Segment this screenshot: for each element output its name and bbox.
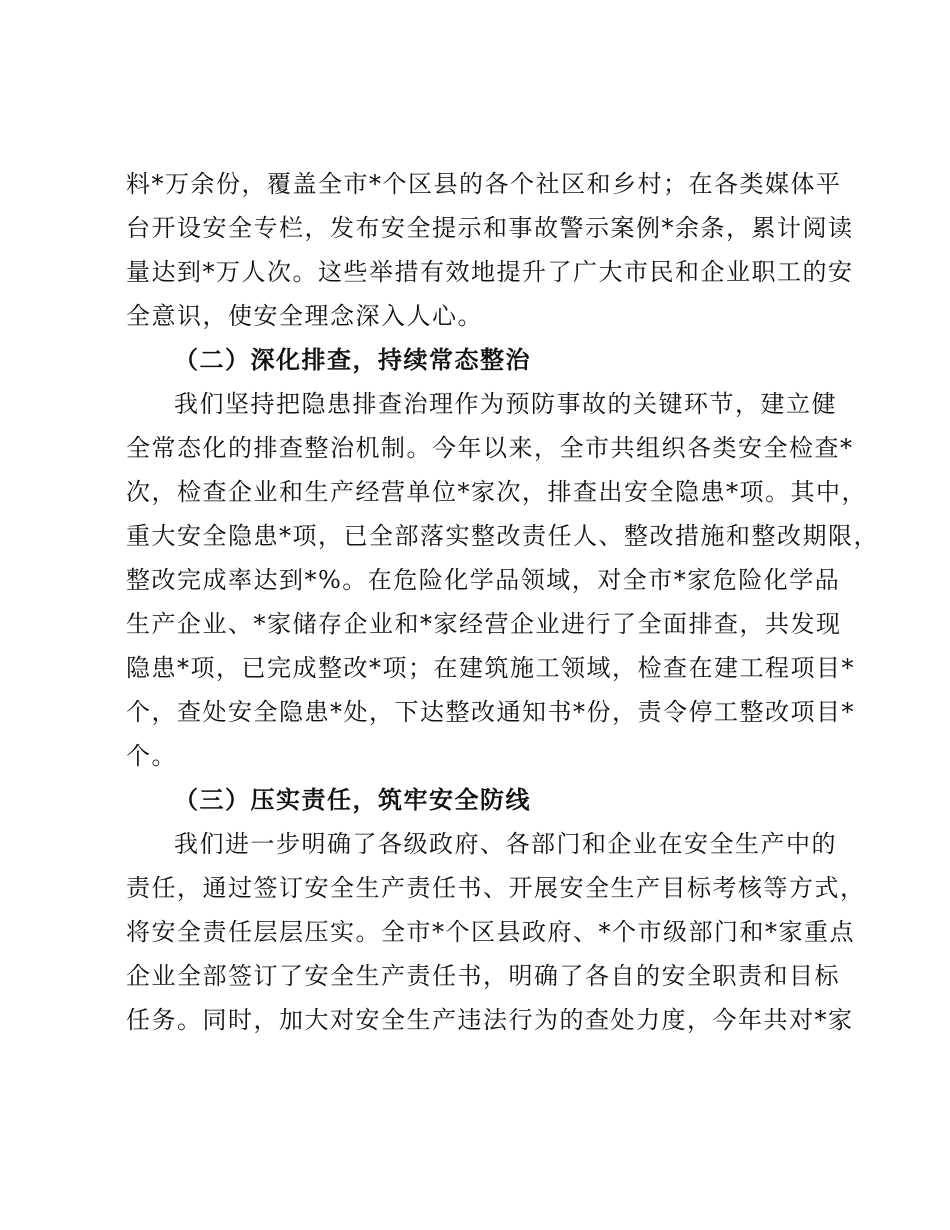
paragraph-line: 任务。同时，加大对安全生产违法行为的查处力度，今年共对*家 xyxy=(126,1006,854,1034)
paragraph-line: 量达到*万人次。这些举措有效地提升了广大市民和企业职工的安 xyxy=(126,258,854,286)
paragraph-line: 整改完成率达到*%。在危险化学品领域，对全市*家危险化学品 xyxy=(126,566,841,594)
paragraph-line: 责任，通过签订安全生产责任书、开展安全生产目标考核等方式， xyxy=(126,874,866,902)
paragraph-inspection xyxy=(126,382,879,778)
paragraph-line: 个，查处安全隐患*处，下达整改通知书*份，责令停工整改项目* xyxy=(126,698,855,726)
paragraph-line: 企业全部签订了安全生产责任书，明确了各自的安全职责和目标 xyxy=(126,962,840,990)
document-body xyxy=(126,162,879,1042)
section-heading-2: （二）深化排查，持续常态整治 xyxy=(174,346,531,374)
paragraph-line: 隐患*项，已完成整改*项；在建筑施工领域，检查在建工程项目* xyxy=(126,654,855,682)
paragraph-publicity xyxy=(126,162,854,338)
section-heading-3: （三）压实责任，筑牢安全防线 xyxy=(174,786,531,814)
paragraph-responsibility xyxy=(126,822,866,1042)
paragraph-line: 生产企业、*家储存企业和*家经营企业进行了全面排查，共发现 xyxy=(126,610,842,638)
paragraph-line: 台开设安全专栏，发布安全提示和事故警示案例*余条，累计阅读 xyxy=(126,214,854,242)
paragraph-line: 我们坚持把隐患排查治理作为预防事故的关键环节，建立健 xyxy=(174,390,837,418)
paragraph-line: 料*万余份，覆盖全市*个区县的各个社区和乡村；在各类媒体平 xyxy=(126,170,842,198)
paragraph-line: 将安全责任层层压实。全市*个区县政府、*个市级部门和*家重点 xyxy=(126,918,855,946)
paragraph-line: 次，检查企业和生产经营单位*家次，排查出安全隐患*项。其中， xyxy=(126,478,867,506)
paragraph-line: 重大安全隐患*项，已全部落实整改责任人、整改措施和整改期限， xyxy=(126,522,879,550)
paragraph-line: 我们进一步明确了各级政府、各部门和企业在安全生产中的 xyxy=(174,830,837,858)
paragraph-line: 全常态化的排查整治机制。今年以来，全市共组织各类安全检查* xyxy=(126,434,854,462)
paragraph-line: 全意识，使安全理念深入人心。 xyxy=(126,302,483,330)
paragraph-line: 个。 xyxy=(126,742,177,770)
